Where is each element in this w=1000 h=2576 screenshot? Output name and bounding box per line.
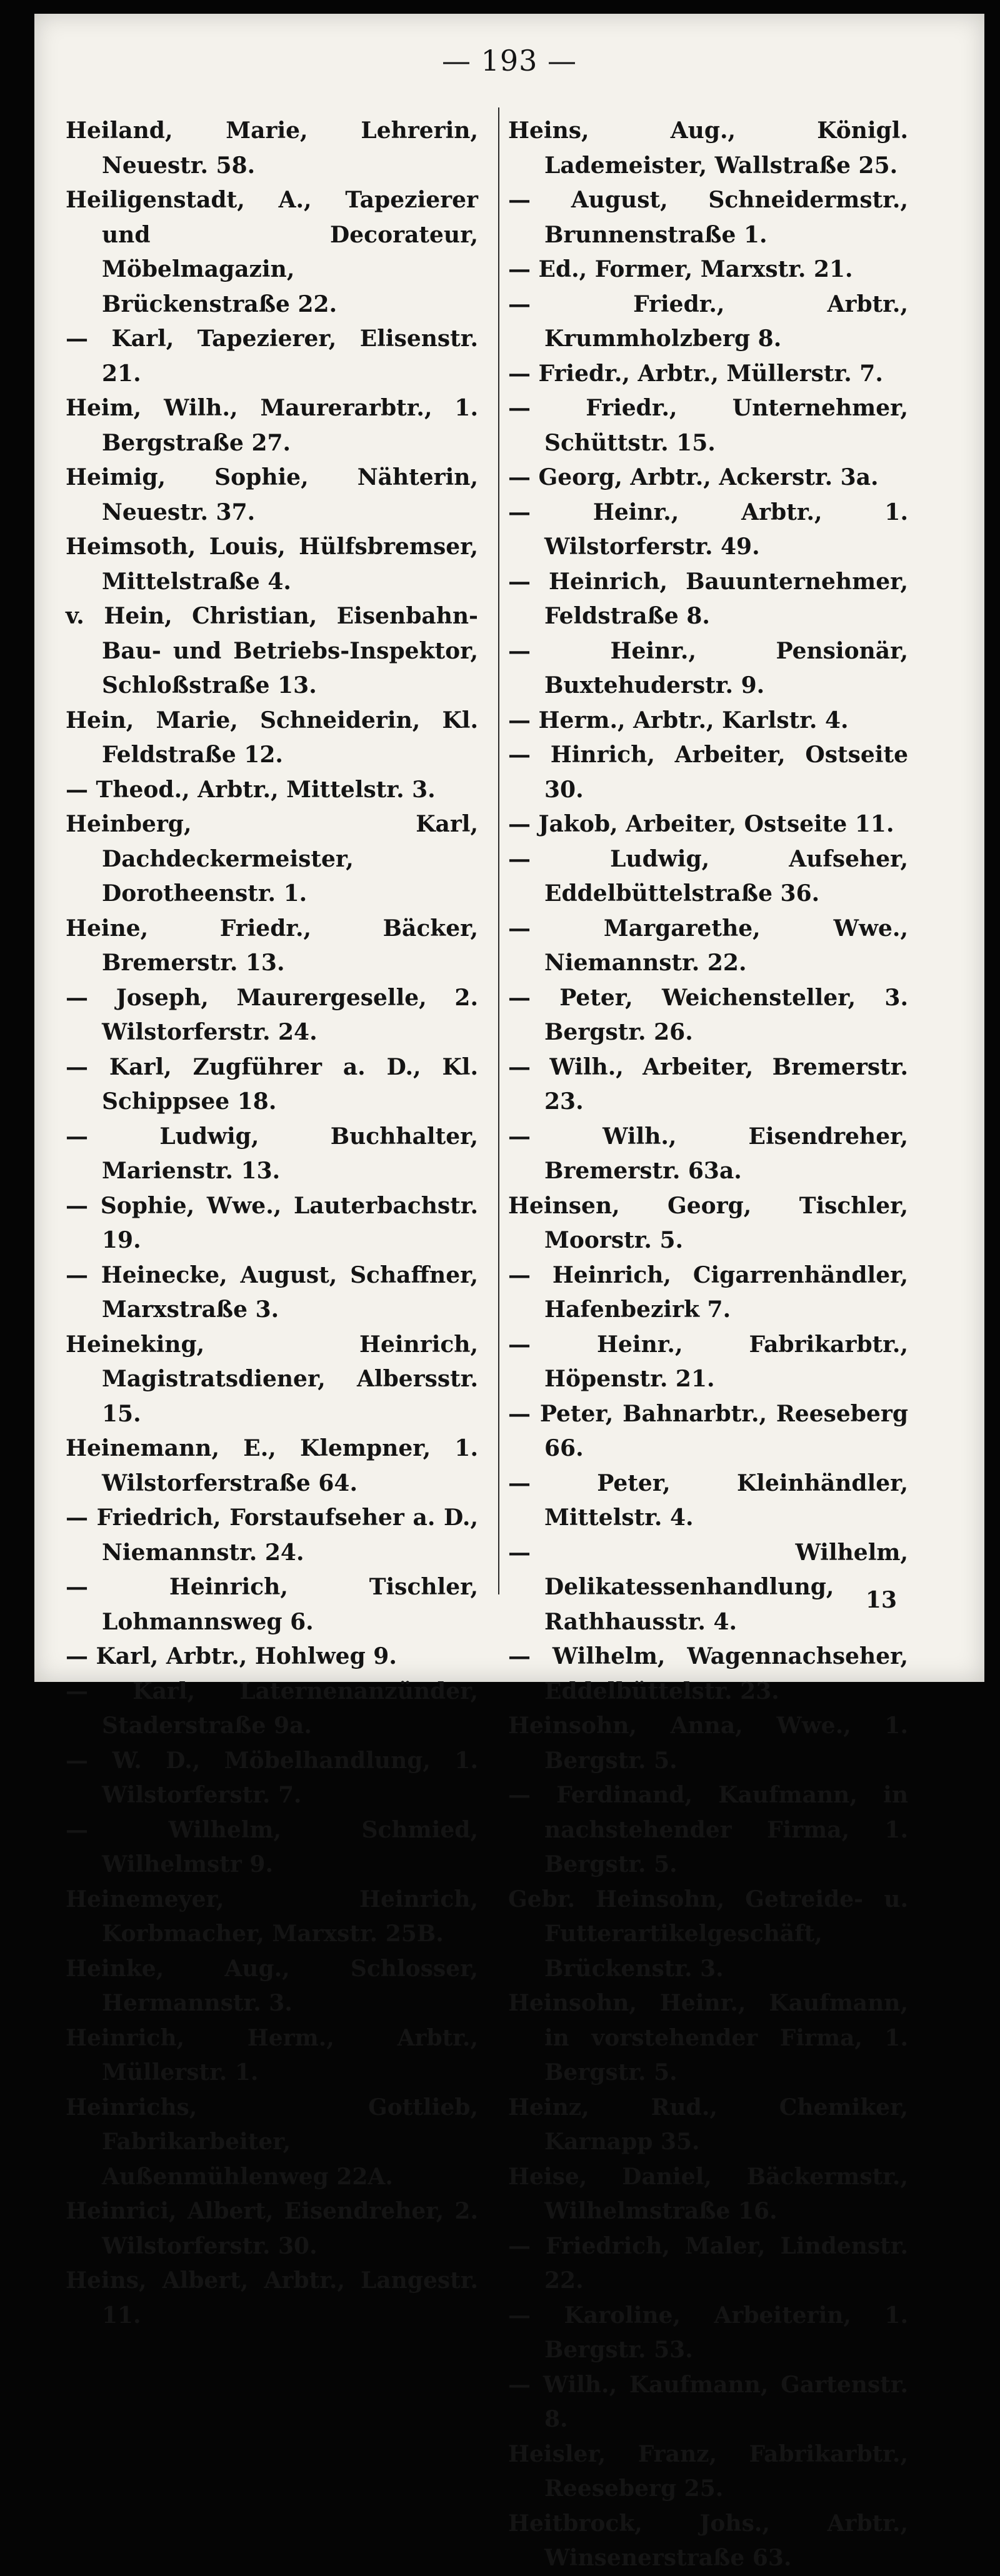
directory-entry: — Theod., Arbtr., Mittelstr. 3. <box>66 776 436 803</box>
directory-entry: — Ed., Former, Marxstr. 21. <box>508 256 853 282</box>
directory-entry: Heineking, Heinrich, Magistratsdiener, Albersstr. 15. <box>66 1331 478 1427</box>
directory-entry: Heinrici, Albert, Eisendreher, 2. Wilstorferstr. 30. <box>66 2198 478 2259</box>
directory-entry: Heinrichs, Gottlieb, Fabrikarbeiter, Außenmühlenweg 22A. <box>66 2094 478 2190</box>
directory-entry: — Wilh., Arbeiter, Bremerstr. 23. <box>508 1053 908 1115</box>
directory-entry: Heine, Friedr., Bäcker, Bremerstr. 13. <box>66 915 478 976</box>
directory-entry: — W. D., Möbelhandlung, 1. Wilstorferstr. 7. <box>66 1747 478 1808</box>
directory-entry: Heim, Wilh., Maurerarbtr., 1. Bergstraße 27. <box>66 395 478 456</box>
directory-entry: — Wilh., Kaufmann, Gartenstr. 8. <box>508 2371 908 2432</box>
directory-page <box>34 14 984 2571</box>
directory-entry: — Heinecke, August, Schaffner, Marxstraße 3. <box>66 1261 478 1323</box>
directory-entry: — Friedr., Unternehmer, Schüttstr. 15. <box>508 395 908 456</box>
directory-entry: — Ludwig, Aufseher, Eddelbüttelstraße 36. <box>508 845 908 907</box>
directory-entry: Heitbrock, Johs., Arbtr., Winsenerstraße 63. <box>508 2510 908 2571</box>
signature-mark: 13 <box>865 1587 897 1613</box>
directory-entry: Heise, Daniel, Bäckermstr., Wilhelmstraße 16. <box>508 2163 908 2224</box>
directory-entry: Heins, Albert, Arbtr., Langestr. 11. <box>66 2267 478 2329</box>
directory-entry: — Friedr., Arbtr., Müllerstr. 7. <box>508 360 883 387</box>
directory-entry: Heinz, Rud., Chemiker, Karnapp 35. <box>508 2094 908 2155</box>
directory-entry: — Ludwig, Buchhalter, Marienstr. 13. <box>66 1123 478 1184</box>
directory-entry: Heinrich, Herm., Arbtr., Müllerstr. 1. <box>66 2024 478 2086</box>
directory-entry: Heinsen, Georg, Tischler, Moorstr. 5. <box>508 1192 908 1253</box>
directory-entry: Heiland, Marie, Lehrerin, Neuestr. 58. <box>66 117 478 179</box>
directory-entry: — Friedr., Arbtr., Krummholzberg 8. <box>508 291 908 352</box>
directory-entry: — Heinrich, Cigarrenhändler, Hafenbezirk 7. <box>508 1261 908 1323</box>
directory-entry: — Karl, Zugführer a. D., Kl. Schippsee 18. <box>66 1053 478 1115</box>
directory-entry: — Karl, Laternenanzünder, Staderstraße 9a. <box>66 1678 478 1739</box>
directory-entry: — Hinrich, Arbeiter, Ostseite 30. <box>508 742 908 803</box>
directory-entry: v. Hein, Christian, Eisenbahn-Bau- und Betriebs-Inspektor, Schloßstraße 13. <box>66 603 478 699</box>
directory-entry: Heiligenstadt, A., Tapezierer und Decorateur, Möbelmagazin, Brückenstraße 22. <box>66 187 478 317</box>
directory-entry: — Wilhelm, Delikatessenhandlung, Rathhausstr. 4. <box>508 1539 908 1635</box>
directory-entry: — Friedrich, Maler, Lindenstr. 22. <box>508 2232 908 2294</box>
directory-entry: — Friedrich, Forstaufseher a. D., Niemannstr. 24. <box>66 1504 478 1566</box>
directory-entry: — August, Schneidermstr., Brunnenstraße 1. <box>508 187 908 248</box>
directory-entry: Heinsohn, Anna, Wwe., 1. Bergstr. 5. <box>508 1713 908 1774</box>
directory-entry: Hein, Marie, Schneiderin, Kl. Feldstraße 12. <box>66 707 478 768</box>
directory-entry: Heinke, Aug., Schlosser, Hermannstr. 3. <box>66 1955 478 2016</box>
directory-entry: Heinsohn, Heinr., Kaufmann, in vorstehender Firma, 1. Bergstr. 5. <box>508 1990 908 2086</box>
directory-entry: — Heinrich, Bauunternehmer, Feldstraße 8. <box>508 568 908 629</box>
directory-entry: — Peter, Weichensteller, 3. Bergstr. 26. <box>508 984 908 1045</box>
directory-entry: — Karoline, Arbeiterin, 1. Bergstr. 53. <box>508 2302 908 2363</box>
left-column <box>66 114 478 2333</box>
directory-entry: Gebr. Heinsohn, Getreide- u. Futterartikelgeschäft, Brückenstr. 3. <box>508 1886 908 1982</box>
directory-entry: — Heinr., Arbtr., 1. Wilstorferstr. 49. <box>508 499 908 560</box>
directory-entry: Heinemeyer, Heinrich, Korbmacher, Marxstr. 25B. <box>66 1886 478 1947</box>
directory-entry: — Heinrich, Tischler, Lohmannsweg 6. <box>66 1574 478 1635</box>
directory-entry: Heins, Aug., Königl. Lademeister, Wallstraße 25. <box>508 117 908 179</box>
directory-entry: — Heinr., Pensionär, Buxtehuderstr. 9. <box>508 637 908 699</box>
directory-entry: — Heinr., Fabrikarbtr., Höpenstr. 21. <box>508 1331 908 1392</box>
directory-entry: Heimig, Sophie, Nähterin, Neuestr. 37. <box>66 464 478 525</box>
page-number: — 193 — <box>441 44 578 77</box>
directory-entry: — Karl, Tapezierer, Elisenstr. 21. <box>66 326 478 387</box>
directory-entry: Heinemann, E., Klempner, 1. Wilstorferstraße 64. <box>66 1435 478 1496</box>
directory-entry: Heinberg, Karl, Dachdeckermeister, Dorotheenstr. 1. <box>66 811 478 907</box>
directory-entry: — Karl, Arbtr., Hohlweg 9. <box>66 1643 397 1669</box>
directory-entry: — Wilh., Eisendreher, Bremerstr. 63a. <box>508 1123 908 1184</box>
directory-entry: Heimsoth, Louis, Hülfsbremser, Mittelstraße 4. <box>66 534 478 595</box>
directory-entry: — Georg, Arbtr., Ackerstr. 3a. <box>508 464 879 490</box>
directory-entry: — Margarethe, Wwe., Niemannstr. 22. <box>508 915 908 976</box>
directory-entry: — Herm., Arbtr., Karlstr. 4. <box>508 707 849 734</box>
column-divider <box>498 107 499 1594</box>
directory-entry: — Wilhelm, Schmied, Wilhelmstr 9. <box>66 1816 478 1877</box>
directory-entry: — Sophie, Wwe., Lauterbachstr. 19. <box>66 1192 478 1253</box>
directory-entry: Heisler, Franz, Fabrikarbtr., Reeseberg 25. <box>508 2440 908 2502</box>
directory-entry: — Ferdinand, Kaufmann, in nachstehender Firma, 1. Bergstr. 5. <box>508 1782 908 1877</box>
directory-entry: — Jakob, Arbeiter, Ostseite 11. <box>508 811 894 837</box>
right-column <box>508 114 908 2576</box>
directory-entry: — Wilhelm, Wagennachseher, Eddelbüttelstr. 23. <box>508 1643 908 1704</box>
directory-entry: — Peter, Bahnarbtr., Reeseberg 66. <box>508 1400 908 1461</box>
directory-entry: — Peter, Kleinhändler, Mittelstr. 4. <box>508 1470 908 1531</box>
directory-entry: — Joseph, Maurergeselle, 2. Wilstorferstr. 24. <box>66 984 478 1045</box>
